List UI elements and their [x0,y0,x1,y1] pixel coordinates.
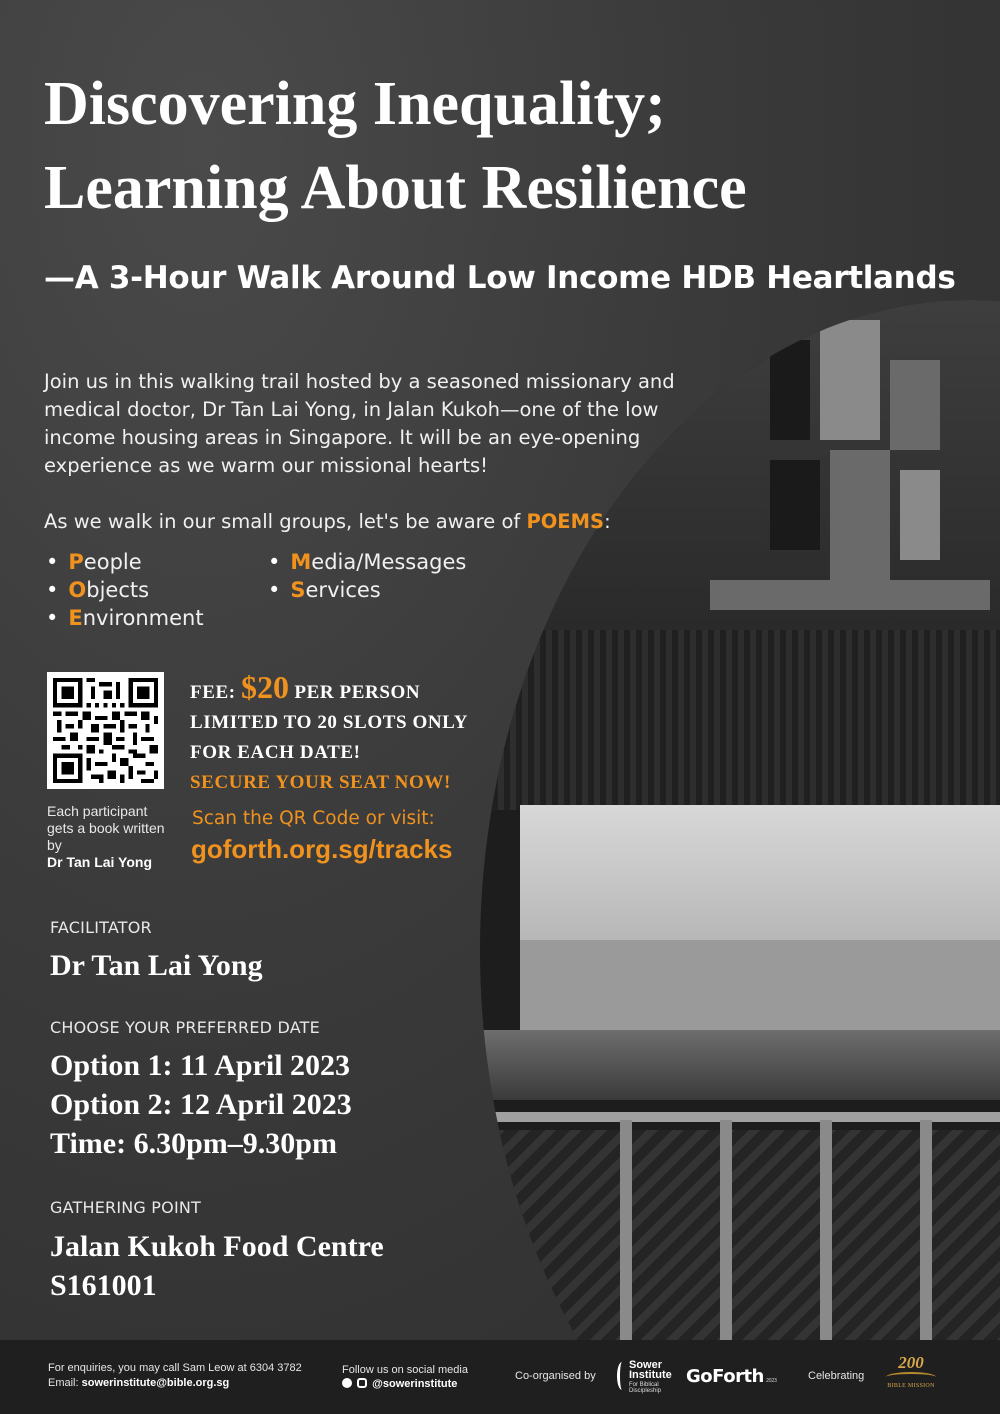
fee-label: FEE: [190,682,236,703]
facilitator-name: Dr Tan Lai Yong [50,949,263,982]
fee-unit: PER PERSON [294,682,421,703]
poems-word: ervices [305,578,381,602]
poems-acronym: POEMS [526,510,605,533]
gathering-postcode: S161001 [50,1269,157,1302]
bm-name: BIBLE MISSION [887,1383,935,1389]
poems-word: bjects [86,578,150,602]
photo-roof [480,630,1000,810]
date-option-1: Option 1: 11 April 2023 [50,1049,351,1082]
sower-leaf-icon [617,1362,627,1390]
poems-word: nvironment [82,606,204,630]
poster-title [44,62,964,231]
poems-item [46,576,204,604]
photo-tile [820,320,880,440]
gathering-label: GATHERING POINT [50,1198,202,1217]
poems-letter: P [68,550,84,574]
event-time: Time: 6.30pm–9.30pm [50,1127,337,1160]
photo-hall [520,805,1000,945]
footer-bar [0,1340,1000,1414]
poems-word: edia/Messages [311,550,467,574]
date-label: CHOOSE YOUR PREFERRED DATE [50,1018,320,1037]
fee-amount: $20 [241,669,290,705]
secure-seat-text: SECURE YOUR SEAT NOW! [190,772,451,793]
photo-banner [520,940,1000,1030]
enquiry-text: For enquiries, you may call Sam Leow at 6304 3782 [48,1362,302,1374]
sower-institute-logo [615,1358,675,1398]
photo-tile [710,580,990,610]
bm-arc-icon [886,1372,936,1382]
registration-link[interactable]: goforth.org.sg/tracks [191,834,453,864]
sower-logo-name: Sower Institute [629,1359,672,1381]
photo-tile [890,360,940,450]
fee-limit-line-2: FOR EACH DATE! [190,742,361,763]
sower-logo-sub: For Biblical Discipleship [629,1382,662,1394]
bible-mission-logo [884,1354,938,1400]
bm-number: 200 [898,1353,924,1372]
follow-text: Follow us on social media [342,1364,468,1376]
poems-word: eople [83,550,142,574]
facilitator-label: FACILITATOR [50,918,152,937]
photo-tile [830,450,890,590]
social-handle-row[interactable] [342,1378,457,1390]
photo-ledge [480,1030,1000,1100]
poems-intro-text: As we walk in our small groups, let's be aware of [44,510,527,533]
photo-tile [770,460,820,550]
gathering-place: Jalan Kukoh Food Centre [50,1230,384,1263]
poems-letter: E [68,606,83,630]
coorganised-label: Co-organised by [515,1370,596,1382]
social-handle: @sowerinstitute [372,1378,458,1390]
poems-list-left [46,548,204,632]
goforth-logo [686,1366,777,1387]
photo-tile [770,340,810,440]
qr-code-icon [53,678,158,783]
qr-code[interactable] [47,672,164,789]
celebrating-label: Celebrating [808,1370,865,1382]
poster-subtitle: —A 3-Hour Walk Around Low Income HDB Heartlands [44,260,956,296]
date-option-2: Option 2: 12 April 2023 [50,1088,352,1121]
poems-item [46,548,204,576]
scan-instruction: Scan the QR Code or visit: [192,808,435,829]
book-note-text: Each participant gets a book written by [47,803,165,853]
poems-intro-colon: : [604,510,611,533]
fee-limit-line-1: LIMITED TO 20 SLOTS ONLY [190,712,469,733]
title-line-2: Learning About Resilience [44,154,747,223]
poems-list-right [268,548,466,604]
goforth-logo-name: GoForth [686,1366,764,1387]
book-note [47,803,177,871]
poems-intro [44,510,704,533]
title-line-1: Discovering Inequality; [44,70,666,138]
email-line [48,1377,229,1389]
poems-letter: O [68,578,87,602]
intro-paragraph: Join us in this walking trail hosted by a seasoned missionary and medical doctor, Dr Tan Lai Yong, in Jalan Kukoh—one of the low income housing areas in Singapore. It will be an eye-opening experience as we warm our missional hearts! [44,370,675,477]
poems-letter: S [290,578,306,602]
poems-item [268,548,466,576]
email-label: Email: [48,1377,82,1389]
poems-item [268,576,466,604]
goforth-logo-year: 2023 [765,1378,777,1384]
photo-tile [900,470,940,560]
email-link[interactable]: sowerinstitute@bible.org.sg [81,1377,230,1389]
instagram-icon[interactable] [357,1378,367,1388]
book-author: Dr Tan Lai Yong [47,854,153,870]
fee-block [190,669,530,798]
facebook-icon[interactable] [342,1378,352,1388]
poems-letter: M [290,550,312,574]
poems-item [46,604,204,632]
